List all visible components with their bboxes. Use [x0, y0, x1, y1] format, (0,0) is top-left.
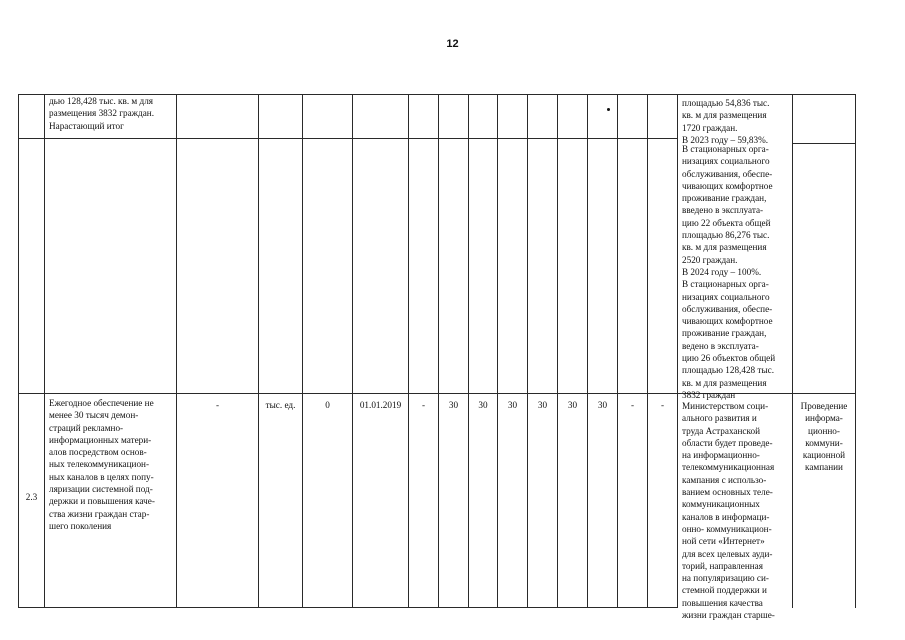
row-middle-result: В стационарных орга- низациях социального обслуживания, обеспе- чивающих комфортное проживание граждан, введено в эксплуата- цию 22 объекта общей площадью 86,276 тыс. кв. м для размещения 2520 граждан. В 2024 году – 100%. В стационарных орга- низациях социального обслуживания, обеспе- чивающих комфортное проживание граждан, ведено в эксплуата- цию 26 объектов общей площадью 128,428 тыс. кв. м для размещения 3832 граждан: [682, 144, 776, 400]
table-col-line: [352, 94, 353, 608]
row-2-3-value: 30: [597, 400, 608, 410]
table-col-line: [438, 94, 439, 608]
row-2-3-dash: -: [215, 400, 220, 410]
row-2-3-value: 30: [478, 400, 488, 410]
row-2-3-value: -: [660, 400, 665, 410]
table-col-line: [176, 94, 177, 608]
table-rule-bottom: [18, 607, 677, 608]
table-col-line: [792, 94, 793, 608]
table-col-line: [408, 94, 409, 608]
row-2-3-value: -: [630, 400, 635, 410]
table-rule-row1-right: [792, 143, 856, 144]
table-rule-row1: [18, 138, 677, 139]
page-number: 12: [446, 38, 459, 50]
table-col-line: [44, 94, 45, 608]
table-col-line: [587, 94, 588, 608]
table-col-line: [557, 94, 558, 608]
table-col-line: [18, 94, 19, 608]
table-col-line: [647, 94, 648, 608]
row-2-3-value: -: [421, 400, 426, 410]
row-2-3-base-value: 0: [325, 400, 330, 410]
row-2-3-value: 30: [507, 400, 518, 410]
table-col-line: [258, 94, 259, 608]
cell-mark: [607, 108, 610, 111]
row-top-result: площадью 54,836 тыс. кв. м для размещения 1720 граждан. В 2023 году – 59,83%.: [682, 98, 770, 145]
row-2-3-value: 30: [448, 400, 459, 410]
row-2-3-value: 30: [537, 400, 548, 410]
table-col-line: [468, 94, 469, 608]
row-2-3-value: 30: [567, 400, 578, 410]
row-2-3-indicator: Ежегодное обеспечение не менее 30 тысяч демон- страций рекламно- информационных матери- алов посредством основ- ных телекоммуникацион- ных каналов в целях попу- ляризации системной под- держки и повышения каче- ства жизни граждан стар- шего поколения: [49, 398, 155, 531]
row-2-3-unit: тыс. ед.: [265, 400, 296, 410]
row-2-3-base-date: 01.01.2019: [359, 400, 402, 410]
row-2-3-number: 2.3: [25, 492, 38, 502]
row-2-3-result: Министерством соци- ального развития и труда Астраханской области будет проведе- на информационно- телекоммуникационная кампания с использо- ванием основных теле- коммуникационных каналов в информаци- онно- коммуникацион- ной сети «Интернет» для всех целевых ауди- торий, направленная на популяризацию си- стемной поддержки и повышения качества жизни граждан старше-: [682, 401, 775, 621]
table-col-line: [497, 94, 498, 608]
table-col-line: [617, 94, 618, 608]
table-col-line: [855, 94, 856, 608]
row-2-3-event: Проведение информа- ционно- коммуни- кационной кампании: [800, 401, 848, 473]
table-col-line: [302, 94, 303, 608]
table-col-line: [527, 94, 528, 608]
table-col-line: [677, 94, 678, 608]
row-top-indicator: дью 128,428 тыс. кв. м для размещения 3832 граждан. Нарастающий итог: [49, 96, 154, 131]
